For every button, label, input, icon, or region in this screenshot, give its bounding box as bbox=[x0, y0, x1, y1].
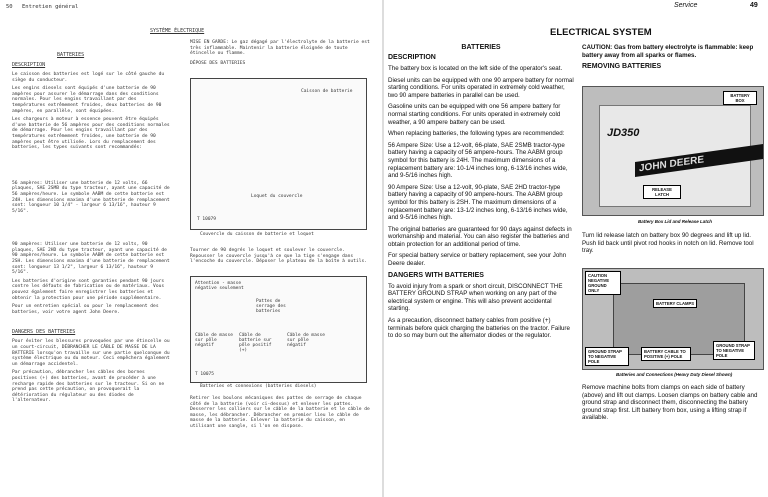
left-paragraph: Les batteries d'origine sont garanties pendant 90 jours contre les défauts de fabrication ou de matériaux. Vous pouvez également faire enregistrer les batteries et obtenir la protection pour une période supplémentaire. bbox=[12, 278, 165, 301]
right-section: Service bbox=[674, 2, 698, 9]
right-page bbox=[384, 0, 768, 497]
right-photo-2 bbox=[582, 268, 764, 370]
left-paragraph: Pour un entretien spécial ou pour le remplacement des batteries, voir votre agent John Deere. bbox=[12, 304, 159, 315]
left-col-1 bbox=[12, 50, 170, 407]
left-dangers-heading: DANGERS DES BATTERIES bbox=[12, 329, 76, 336]
right-batteries-heading: BATTERIES bbox=[461, 44, 501, 51]
right-fig2-caption: Batteries and Connections (Heavy Duty Diesel Shown) bbox=[616, 372, 733, 377]
fig1-label-latch: Loquet du couvercle bbox=[251, 194, 303, 199]
fig2-label: Câble de masse sur pôle négatif bbox=[195, 333, 233, 348]
left-figure-2 bbox=[190, 276, 367, 383]
left-figure-1 bbox=[190, 78, 367, 230]
right-paragraph: 90 Ampere Size: Use a 12-volt, 90-plate, SAE 2HD tractor-type battery having a capacity of 90 ampere-hours. The AABM group symbol for this battery is 2SH. The maximum dimensions of a replacement battery are: 13-1/2 inches long, 6-13/16 inches wide, and 9-5/16 inches high. bbox=[388, 183, 568, 222]
left-paragraph: Le caisson des batteries est logé sur le côté gauche du siège du conducteur. bbox=[12, 72, 165, 83]
left-paragraph: Les engins diesels sont équipés d'une batterie de 90 ampères pour assurer le démarrage dans des conditions normales. Pour les engins travaillant par des températures extrêmement froides, deux batteries de 90 ampères, en parallèle, sont équipées. bbox=[12, 86, 162, 114]
left-description-heading: DESCRIPTION bbox=[12, 62, 46, 68]
left-paragraph: Pour éviter les blessures provoquées par une étincelle ou un court-circuit, DÉBRANCHER LE CÂBLE DE MASSE DE LA BATTERIE lorsqu'on travaille sur une partie quelconque du système électrique ou du moteur. Ceci empêchera également un démarrage accidentel. bbox=[12, 339, 170, 367]
right-paragraph: Diesel units can be equipped with one 90 ampere battery for normal starting conditions. For units operated in extremely cold weather, two 90 ampere batteries in parallel can be used. bbox=[388, 76, 574, 99]
model-decal: JD350 bbox=[607, 127, 640, 139]
left-paragraph: 90 ampères: Utiliser une batterie de 12 volts, 90 plaques, SAE 2HD du type tracteur, ayant une capacité de 90 ampères/heure. Le symbole AABM de cette batterie est 2SH. Les dimensions maxima d'une batterie de remplacement sont: longueur 13 1/2", largeur 6 13/16", hauteur 9 5/16". bbox=[12, 242, 170, 276]
tag-release-latch: RELEASE LATCH bbox=[643, 185, 681, 199]
left-paragraph: Retirer les boulons mécaniques des pattes de serrage de chaque côté de la batterie (voir ci-dessus) et enlever les pattes. Desserrer les colliers sur le câble de la batterie et le câble de masse, les débrancher. Débrancher en premier lieu le câble de masse de la batterie. Enlever la batterie du caisson, en utilisant une sangle, si l'on en dispose. bbox=[190, 396, 370, 429]
right-paragraph: 56 Ampere Size: Use a 12-volt, 66-plate, SAE 2SMB tractor-type battery having a capacity of 56 ampere-hours. The AABM group symbol for this battery is 24H. The maximum dimensions of a replacement battery are: 10-1/4 inches long, 6-13/16 inches wide, and 9-5/16 inches high. bbox=[388, 141, 568, 180]
fig1-label-box: Caisson de batterie bbox=[301, 89, 353, 94]
right-paragraph: The battery box is located on the left side of the operator's seat. bbox=[388, 65, 563, 72]
right-paragraph: For special battery service or battery replacement, see your John Deere dealer. bbox=[388, 252, 567, 268]
left-col-2 bbox=[190, 40, 372, 69]
left-col-2-tail bbox=[190, 396, 372, 433]
tag-caution: CAUTION NEGATIVE GROUND ONLY bbox=[585, 271, 621, 295]
fig1-caption: Couvercle du caisson de batterie et loquet bbox=[200, 232, 314, 237]
fig2-label: Pattes de serrage des batteries bbox=[256, 299, 286, 314]
right-description-heading: DESCRIPTION bbox=[388, 54, 436, 61]
right-paragraph: To avoid injury from a spark or short circuit, DISCONNECT THE BATTERY GROUND STRAP when working on any part of the electrical system or engine. This will also prevent accidental starting. bbox=[388, 282, 563, 313]
left-running-head: SYSTÈME ÉLECTRIQUE bbox=[150, 28, 205, 34]
brand-decal: JOHN DEERE bbox=[635, 144, 763, 177]
right-col-2 bbox=[582, 44, 762, 74]
right-paragraph: As a precaution, disconnect battery cables from positive (+) terminals before quick charging the batteries on the tractor. Failure to do so may burn out the alternator diodes or the regulator. bbox=[388, 317, 570, 340]
right-page-number: 49 bbox=[750, 2, 758, 9]
fig1-code: T 10079 bbox=[197, 217, 216, 222]
fig2-label: Attention - masse négative seulement bbox=[195, 281, 244, 291]
right-fig1-caption: Battery Box Lid and Release Latch bbox=[638, 219, 713, 224]
right-running-head: ELECTRICAL SYSTEM bbox=[550, 27, 652, 38]
tag-cable: BATTERY CABLE TO POSITIVE (+) POLE bbox=[641, 347, 691, 361]
right-col-2-body bbox=[582, 232, 762, 259]
left-paragraph: 56 ampères: Utiliser une batterie de 12 volts, 66 plaques, SAE 2SMB du type tracteur, ayant une capacité de 56 ampères/heure. Le symbole AABM de cette batterie est 24H. Les dimensions maxima d'une batterie de remplacement sont: longueur 10 1/4" - largeur 6 13/16", hauteur 9 5/16". bbox=[12, 180, 170, 214]
left-page-number: 50 bbox=[6, 4, 13, 10]
right-paragraph: Gasoline units can be equipped with one 56 ampere battery for normal starting conditions. For units operated in extremely cold weather, a 90 ampere battery can be used. bbox=[388, 103, 561, 126]
left-batteries-heading: BATTERIES bbox=[57, 52, 85, 58]
tag-ground-1: GROUND STRAP TO NEGATIVE POLE bbox=[585, 347, 629, 366]
left-removal-heading: DÉPOSE DES BATTERIES bbox=[190, 60, 246, 66]
right-col-1 bbox=[388, 44, 574, 344]
left-paragraph: Les chargeurs à moteur à essence peuvent être équipés d'une batterie de 56 ampères pour des conditions normales de démarrage. Pour les engins travaillant par des températures extrêmement froides, une batterie de 90 ampères peut être utilisée. Lors du remplacement des batteries, les types suivants sont recommandés: bbox=[12, 117, 170, 151]
right-caution: CAUTION: Gas from battery electrolyte is flammable: keep battery away from all sparks or flames. bbox=[582, 44, 754, 59]
right-paragraph: The original batteries are guaranteed for 90 days against defects in workmanship and material. You can also register the batteries and obtain protection for an additional period of time. bbox=[388, 225, 572, 248]
left-caution: MISE EN GARDE: Le gaz dégagé par l'électrolyte de la batterie est très inflammable. Maintenir la batterie éloignée de toute étincelle ou flamme. bbox=[190, 40, 370, 57]
right-paragraph: Remove machine bolts from clamps on each side of battery (above) and lift out clamps. Loosen clamps on battery cable and ground strap and disconnect them, disconnecting the battery ground strap first. Lift battery from box, using a lifting strap if available. bbox=[582, 384, 758, 422]
left-paragraph: Par précaution, débrancher les câbles des bornes positives (+) des batteries, avant de procéder à une recharge rapide des batteries sur le tracteur. Si on ne prend pas cette précaution, on provoquerait la détérioration du régulateur ou des diodes de l'alternateur. bbox=[12, 370, 165, 404]
fig2-caption: Batteries et connexions (batteries diesels) bbox=[200, 384, 317, 389]
fig2-label: Câble de masse sur pôle négatif bbox=[287, 333, 325, 348]
tag-ground-2: GROUND STRAP TO NEGATIVE POLE bbox=[713, 341, 755, 360]
tag-battery-clamps: BATTERY CLAMPS bbox=[653, 299, 697, 308]
right-paragraph: Turn lid release latch on battery box 90 degrees and lift up lid. Push lid back until pivot rod hooks in notch on lid. Remove tool tray. bbox=[582, 232, 754, 255]
right-paragraph: When replacing batteries, the following types are recommended: bbox=[388, 130, 565, 138]
fig2-label: Câble de batterie sur pôle positif (+) bbox=[239, 333, 272, 353]
left-col-2-body bbox=[190, 248, 372, 268]
left-paragraph: Tourner de 90 degrés le loquet et soulever le couvercle. Repousser le couvercle jusqu'à ce que la tige s'engage dans l'encoche du couvercle. Déposer le plateau de la boîte à outils. bbox=[190, 248, 368, 265]
right-dangers-heading: DANGERS WITH BATTERIES bbox=[388, 271, 484, 279]
right-removing-heading: REMOVING BATTERIES bbox=[582, 63, 662, 71]
tag-battery-box: BATTERY BOX bbox=[723, 91, 757, 105]
right-photo-1 bbox=[582, 86, 764, 216]
right-col-2-tail bbox=[582, 384, 762, 426]
left-section-title: Entretien général bbox=[22, 4, 79, 10]
fig2-code: T 10075 bbox=[195, 372, 214, 377]
